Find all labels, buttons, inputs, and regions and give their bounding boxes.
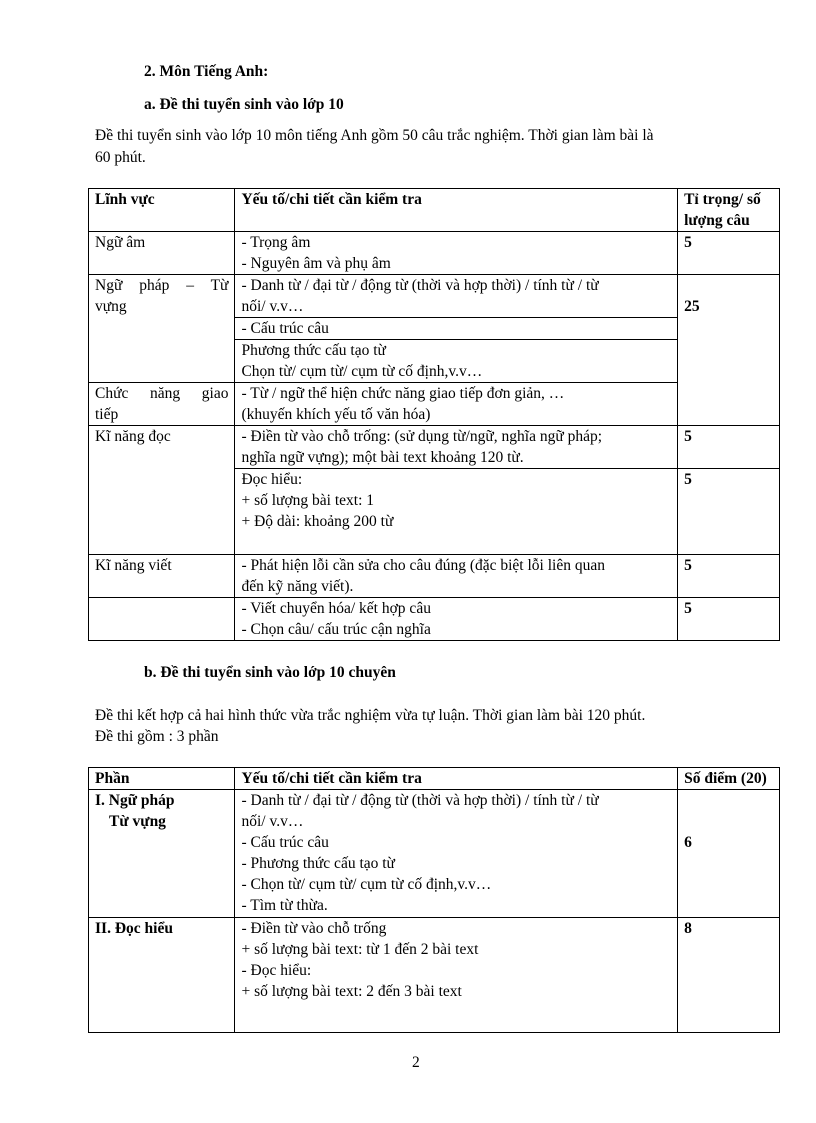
area-line: tiếp xyxy=(95,406,119,423)
count-viet-1: 5 xyxy=(678,555,780,598)
header-details: Yếu tố/chi tiết cần kiểm tra xyxy=(235,768,678,790)
table-row xyxy=(89,555,780,598)
area-chuc-nang xyxy=(89,383,235,426)
details-ngu-phap-2: - Cấu trúc câu xyxy=(235,318,678,340)
table-row xyxy=(89,598,780,641)
para-a-line-1: Đề thi tuyển sinh vào lớp 10 môn tiếng Anh gồm 50 câu trắc nghiệm. Thời gian làm bài là xyxy=(95,127,654,144)
area-empty xyxy=(89,598,235,641)
area-ngu-phap xyxy=(89,275,235,383)
part-1-name xyxy=(89,790,235,918)
count-doc-2: 5 xyxy=(678,469,780,555)
header-area: Lĩnh vực xyxy=(89,189,235,232)
details-ngu-phap-1 xyxy=(235,275,678,318)
detail-line: (khuyến khích yếu tố văn hóa) xyxy=(241,406,431,423)
detail-line: nghĩa ngữ vựng); một bài text khoảng 120 từ. xyxy=(241,449,524,466)
part-1-score: 6 xyxy=(678,790,780,918)
para-a-line-2: 60 phút. xyxy=(95,149,146,166)
header-weight-line-2: lượng câu xyxy=(684,212,750,229)
header-weight xyxy=(678,189,780,232)
exam-structure-table xyxy=(88,188,780,641)
header-score: Số điểm (20) xyxy=(678,768,780,790)
details-ngu-am xyxy=(235,232,678,275)
part-2-score: 8 xyxy=(678,918,780,1033)
detail-line: - Chọn câu/ cấu trúc cận nghĩa xyxy=(241,621,431,638)
count-doc-1: 5 xyxy=(678,426,780,469)
table-row xyxy=(89,918,780,1033)
area-doc: Kĩ năng đọc xyxy=(89,426,235,555)
part-1-details xyxy=(235,790,678,918)
detail-line: - Danh từ / đại từ / động từ (thời và hợp thời) / tính từ / từ xyxy=(241,277,599,294)
detail-line: - Phát hiện lỗi cần sửa cho câu đúng (đặc biệt lỗi liên quan xyxy=(241,557,605,574)
detail-line: Phương thức cấu tạo từ xyxy=(241,342,386,359)
count-ngu-am: 5 xyxy=(678,232,780,275)
details-viet-2 xyxy=(235,598,678,641)
detail-line: - Điền từ vào chỗ trống xyxy=(241,920,387,937)
table-row xyxy=(89,232,780,275)
table-row xyxy=(89,790,780,918)
area-ngu-am: Ngữ âm xyxy=(89,232,235,275)
detail-line: + số lượng bài text: 1 xyxy=(241,492,375,509)
area-viet: Kĩ năng viết xyxy=(89,555,235,598)
table-header-row xyxy=(89,189,780,232)
specialized-exam-table xyxy=(88,767,780,1033)
detail-line: - Điền từ vào chỗ trống: (sử dụng từ/ngữ, nghĩa ngữ pháp; xyxy=(241,428,603,445)
detail-line: - Tìm từ thừa. xyxy=(241,897,328,914)
para-b-line-1: Đề thi kết hợp cả hai hình thức vừa trắc nghiệm vừa tự luận. Thời gian làm bài 120 phút. xyxy=(95,707,646,724)
detail-line: nối/ v.v… xyxy=(241,813,304,830)
detail-line: đến kỹ năng viết). xyxy=(241,578,354,595)
sub-b-heading: b. Đề thi tuyển sinh vào lớp 10 chuyên xyxy=(144,664,396,681)
details-doc-2 xyxy=(235,469,678,555)
details-ngu-phap-3 xyxy=(235,340,678,383)
header-details: Yếu tố/chi tiết cần kiểm tra xyxy=(235,189,678,232)
area-line: vựng xyxy=(95,298,127,315)
header-part: Phần xyxy=(89,768,235,790)
table-header-row xyxy=(89,768,780,790)
count-ngu-phap: 25 xyxy=(678,275,780,426)
table-row xyxy=(89,426,780,469)
details-viet-1 xyxy=(235,555,678,598)
count-viet-2: 5 xyxy=(678,598,780,641)
part-name-line: I. Ngữ pháp xyxy=(95,792,175,809)
table-row xyxy=(89,275,780,318)
detail-line: - Chọn từ/ cụm từ/ cụm từ cố định,v.v… xyxy=(241,876,492,893)
detail-line: + số lượng bài text: 2 đến 3 bài text xyxy=(241,983,462,1000)
detail-line: - Cấu trúc câu xyxy=(241,834,329,851)
para-b-line-2: Đề thi gồm : 3 phần xyxy=(95,728,219,745)
part-2-details xyxy=(235,918,678,1033)
detail-line: Chọn từ/ cụm từ/ cụm từ cố định,v.v… xyxy=(241,363,483,380)
detail-line: + Độ dài: khoảng 200 từ xyxy=(241,513,394,530)
part-2-name: II. Đọc hiểu xyxy=(89,918,235,1033)
detail-line: - Nguyên âm và phụ âm xyxy=(241,255,391,272)
details-doc-1 xyxy=(235,426,678,469)
table-row xyxy=(89,383,780,426)
area-line: Chức năng giao xyxy=(95,385,229,402)
detail-line: + số lượng bài text: từ 1 đến 2 bài text xyxy=(241,941,479,958)
part-name-line: Từ vựng xyxy=(109,813,166,830)
detail-line: - Đọc hiểu: xyxy=(241,962,312,979)
detail-line: - Danh từ / đại từ / động từ (thời và hợp thời) / tính từ / từ xyxy=(241,792,599,809)
details-chuc-nang xyxy=(235,383,678,426)
section-heading: 2. Môn Tiếng Anh: xyxy=(144,63,269,80)
detail-line: - Viết chuyển hóa/ kết hợp câu xyxy=(241,600,431,617)
page-number: 2 xyxy=(412,1054,420,1071)
area-line: Ngữ pháp – Từ xyxy=(95,277,229,294)
detail-line: - Từ / ngữ thể hiện chức năng giao tiếp đơn giản, … xyxy=(241,385,565,402)
detail-line: nối/ v.v… xyxy=(241,298,304,315)
detail-line: - Trọng âm xyxy=(241,234,311,251)
detail-line: Đọc hiểu: xyxy=(241,471,303,488)
detail-line: - Phương thức cấu tạo từ xyxy=(241,855,395,872)
sub-a-heading: a. Đề thi tuyển sinh vào lớp 10 xyxy=(144,96,344,113)
header-weight-line-1: Tỉ trọng/ số xyxy=(684,191,761,208)
